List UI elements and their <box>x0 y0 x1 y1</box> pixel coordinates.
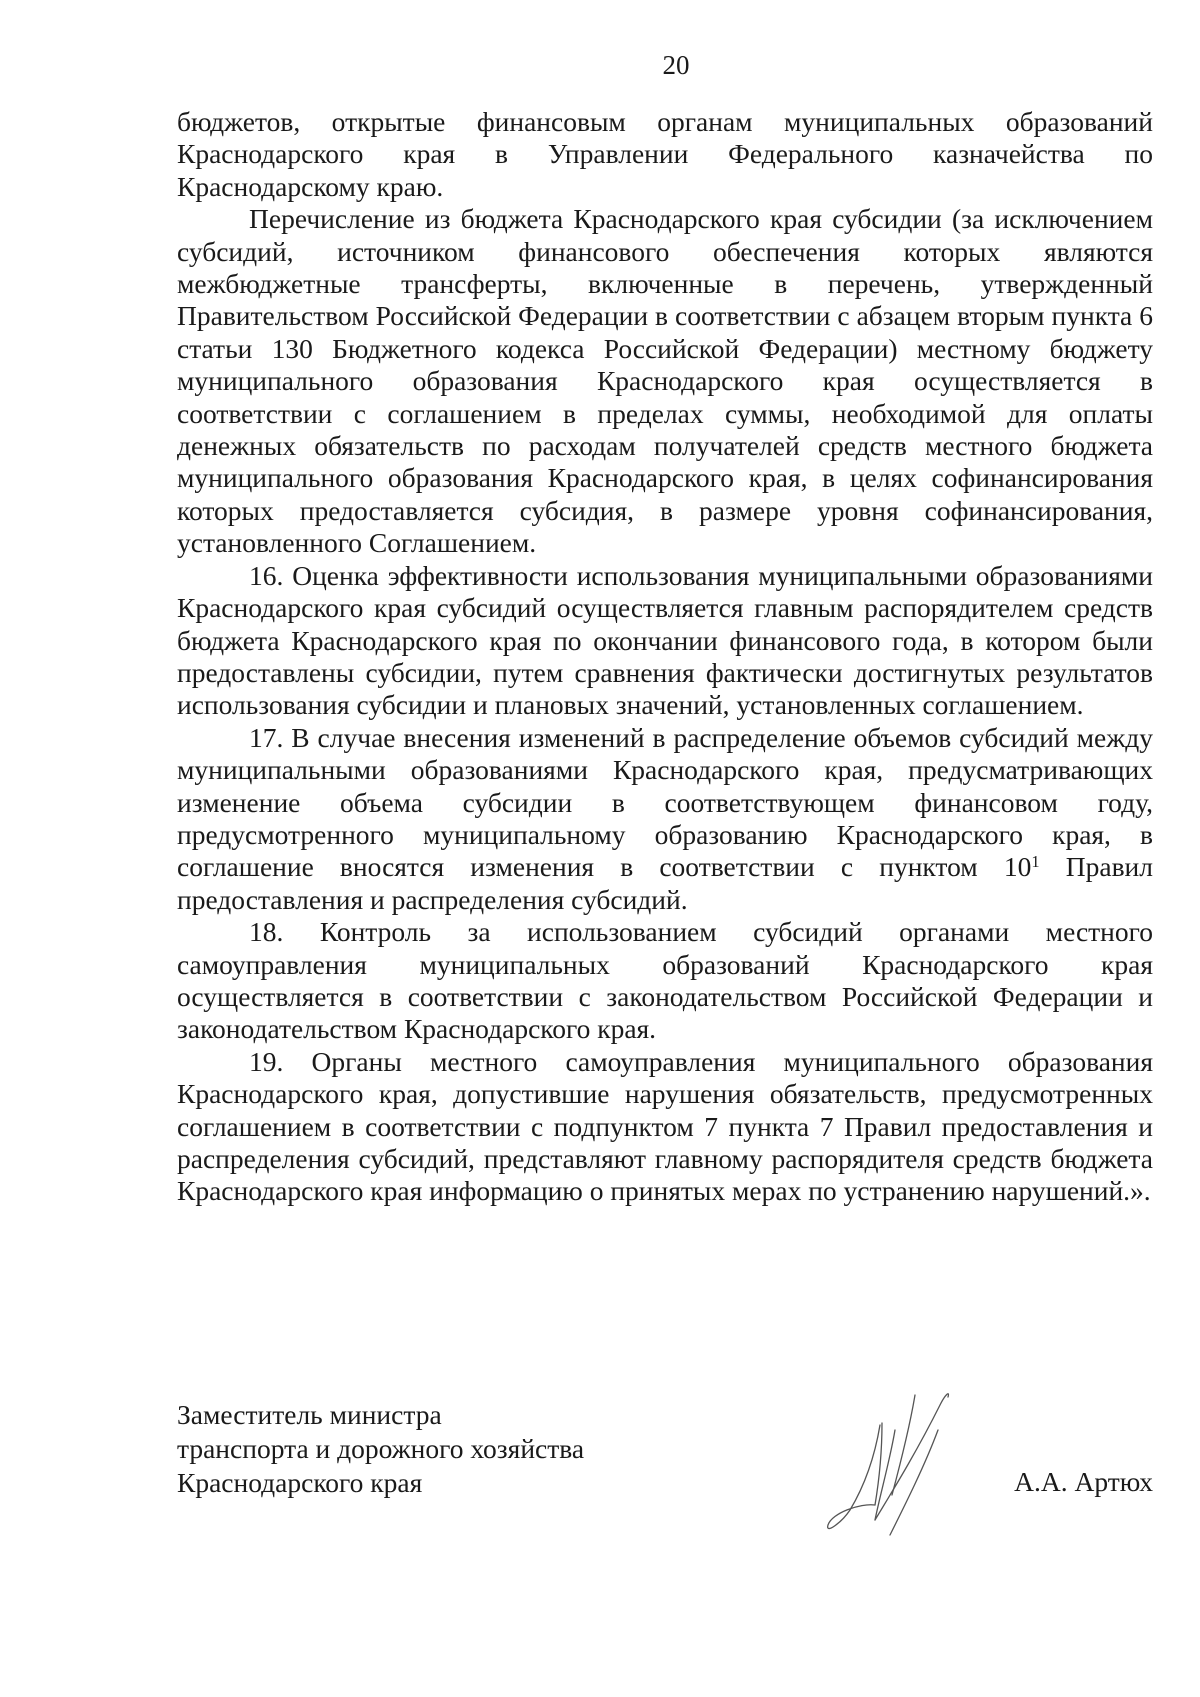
signatory-title-line-1: Заместитель министра <box>177 1399 442 1430</box>
signatory-title-line-3: Краснодарского края <box>177 1467 423 1498</box>
signatory-name: А.А. Артюх <box>1014 1466 1153 1497</box>
paragraph-17-text: 17. В случае внесения изменений в распределение объемов субсидий между муниципальными образованиями Краснодарского края, предусматривающих изменение объема субсидии в соответствующем финансовом году, предусмотренного муниципальному образованию Краснодарского края, в соглашение вносятся изменения в соответствии с пунктом 10 <box>177 721 1153 883</box>
handwritten-signature <box>820 1385 970 1550</box>
paragraph-19: 19. Органы местного самоуправления муниципального образования Краснодарского края, допустившие нарушения обязательств, предусмотренных соглашением в соответствии с подпунктом 7 пункта 7 Правил предоставления и распределения субсидий, представляют главному распорядителя средств бюджета Краснодарского края информацию о принятых мерах по устранению нарушений.». <box>177 1045 1153 1207</box>
paragraph-17 <box>177 722 1153 916</box>
paragraph-16: 16. Оценка эффективности использования муниципальными образованиями Краснодарского края субсидий осуществляется главным распорядителем средств бюджета Краснодарского края по окончании финансового года, в котором были предоставлены субсидии, путем сравнения фактически достигнутых результатов использования субсидии и плановых значений, установленных соглашением. <box>177 559 1153 721</box>
paragraph-17-superscript: 1 <box>1031 852 1040 872</box>
paragraph-17-text-end: Правил предоставления и распределения субсидий. <box>177 851 1153 915</box>
paragraph-continuation: бюджетов, открытые финансовым органам муниципальных образований Краснодарского края в Управлении Федерального казначейства по Краснодарскому краю. <box>177 106 1153 202</box>
document-body <box>177 106 1153 1208</box>
paragraph-transfer: Перечисление из бюджета Краснодарского края субсидии (за исключением субсидий, источником финансового обеспечения которых являются межбюджетные трансферты, включенные в перечень, утвержденный Правительством Российской Федерации в соответствии с абзацем вторым пункта 6 статьи 130 Бюджетного кодекса Российской Федерации) местному бюджету муниципального образования Краснодарского края осуществляется в соответствии с соглашением в пределах суммы, необходимой для оплаты денежных обязательств по расходам получателей средств местного бюджета муниципального образования Краснодарского края, в целях софинансирования которых предоставляется субсидия, в размере уровня софинансирования, установленного Соглашением. <box>177 203 1153 559</box>
signatory-title-line-2: транспорта и дорожного хозяйства <box>177 1433 585 1464</box>
paragraph-18: 18. Контроль за использованием субсидий органами местного самоуправления муниципальных образований Краснодарского края осуществляется в соответствии с законодательством Российской Федерации и законодательством Краснодарского края. <box>177 916 1153 1045</box>
signatory-title <box>177 1398 584 1500</box>
page-number: 20 <box>662 50 690 80</box>
